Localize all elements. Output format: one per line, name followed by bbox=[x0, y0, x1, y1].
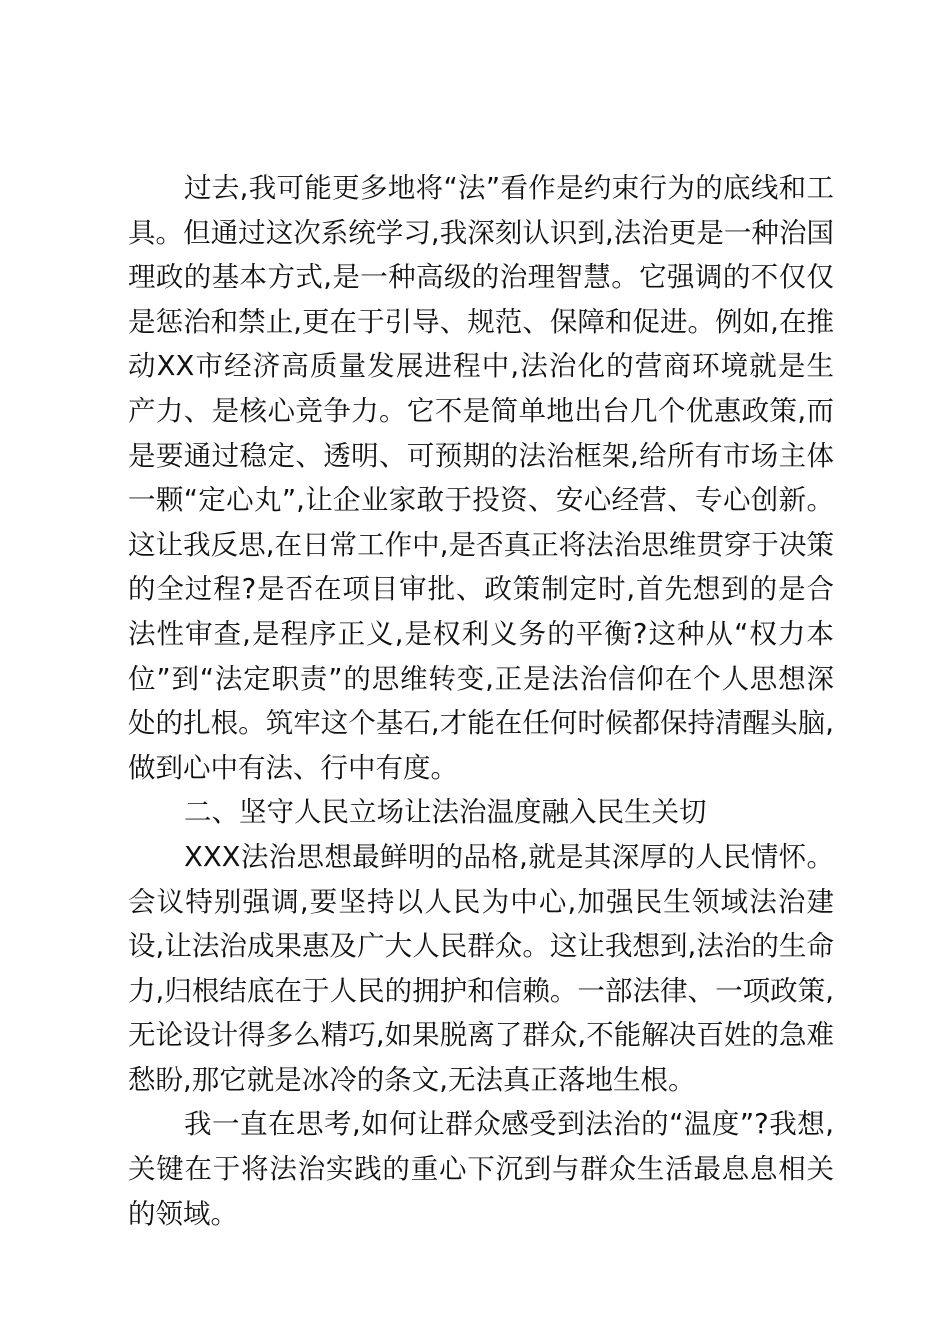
section-heading: 二、坚守人民立场让法治温度融入民生关切 bbox=[184, 796, 707, 829]
paragraph-people-centered: XXX法治思想最鲜明的品格,就是其深厚的人民情怀。会议特别强调,要坚持以人民为中心,加强民生领域法治建设,让法治成果惠及广大人民群众。这让我想到,法治的生命力,归根结底在于人民的拥护和信赖。一部法律、一项政策,无论设计得多么精巧,如果脱离了群众,不能解决百姓的急难愁盼,那它就是冰冷的条文,无法真正落地生根。 bbox=[128, 840, 834, 1096]
paragraph-law-as-governance: 过去,我可能更多地将“法”看作是约束行为的底线和工具。但通过这次系统学习,我深刻认识到,法治更是一种治国理政的基本方式,是一种高级的治理智慧。它强调的不仅仅是惩治和禁止,更在于引导、规范、保障和促进。例如,在推动XX市经济高质量发展进程中,法治化的营商环境就是生产力、是核心竞争力。它不是简单地出台几个优惠政策,而是要通过稳定、透明、可预期的法治框架,给所有市场主体一颗“定心丸”,让企业家敢于投资、安心经营、专心创新。这让我反思,在日常工作中,是否真正将法治思维贯穿于决策的全过程?是否在项目审批、政策制定时,首先想到的是合法性审查,是程序正义,是权利义务的平衡?这种从“权力本位”到“法定职责”的思维转变,正是法治信仰在个人思想深处的扎根。筑牢这个基石,才能在任何时候都保持清醒头脑,做到心中有法、行中有度。 bbox=[128, 172, 834, 784]
document-body bbox=[128, 166, 834, 1236]
paragraph-warmth-of-law: 我一直在思考,如何让群众感受到法治的“温度”?我想,关键在于将法治实践的重心下沉到与群众生活最息息相关的领域。 bbox=[128, 1108, 834, 1230]
